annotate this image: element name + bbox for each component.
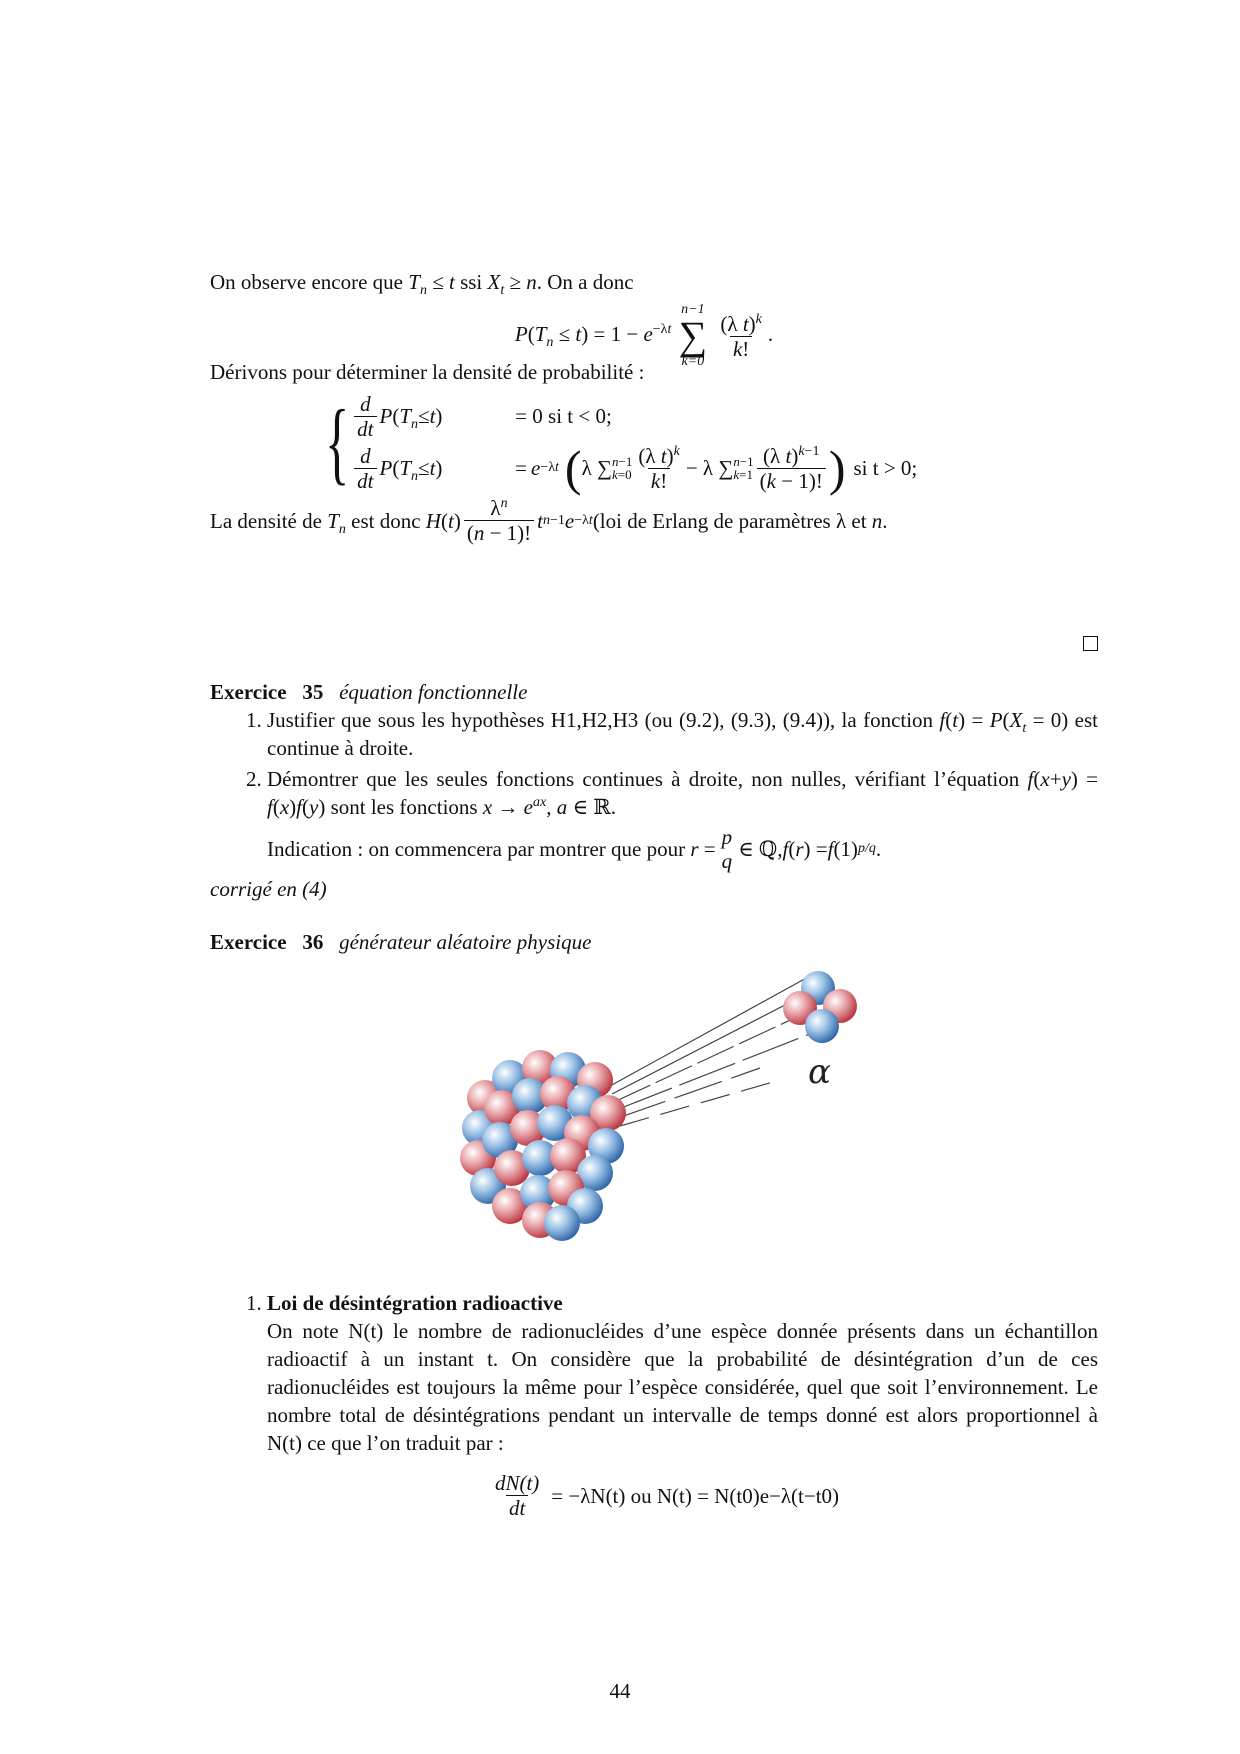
page-number: 44 bbox=[609, 1679, 631, 1703]
exercise-36-list bbox=[210, 1289, 1098, 1457]
derivative-system: { $\frac{d}{dt}$ P ( $T_n$ ≤ t ) = 0 si t < 0; $\frac{d}{dt}$ P ( $T_n$ ≤ t ) = e −λt ( λ ∑ n−1 k=0 $\frac{(\lambda t)^k}{k!}$ − λ ∑ n−1 k=1 $\frac{(\lambda t)^{k-1}}{(k - 1)!}$ ) si t > 0; bbox=[324, 391, 918, 496]
alpha-particle bbox=[783, 971, 857, 1043]
qed-box bbox=[1083, 636, 1098, 651]
left-brace: { bbox=[324, 391, 350, 493]
exercise-35 bbox=[210, 678, 1098, 903]
exercise-35-list bbox=[210, 706, 1098, 873]
alpha-label: α bbox=[808, 1052, 831, 1092]
nucleus-alpha-figure bbox=[440, 968, 860, 1258]
derive-line: Dérivons pour déterminer la densité de probabilité : bbox=[210, 360, 645, 384]
nucleus bbox=[460, 1050, 626, 1241]
exercise-35-item-2: 2. Démontrer que les seules fonctions continues à droite, non nulles, vérifiant l’équation f(x+y) = f(x)f(y) sont les fonctions $x \to e^{ax}$, a ∈ ℝ. Indication : on commencera par montrer que pour r = p q ∈ ℚ, f ( r ) = f (1) p/q . bbox=[267, 765, 1098, 873]
exercise-36-heading: Exercice 36 générateur aléatoire physique bbox=[210, 930, 592, 954]
exercise-35-heading: Exercice 35 équation fonctionnelle bbox=[210, 680, 528, 704]
item-body: On note N(t) le nombre de radionucléides d’une espèce donnée présents dans un échantillon radioactif à un instant t. On considère que la probabilité de désintégration d’un de ces radionucléides est toujours la même pour l’espèce considérée, quel que soit l’environnement. Le nombre total de désintégrations pendant un intervalle de temps donné est alors proportionnel à N(t) ce que l’on traduit par : bbox=[267, 1319, 1098, 1455]
corrige-note: corrigé en (4) bbox=[210, 877, 327, 901]
intro-line: On observe encore que $T_n \le t$ ssi $X_t \ge n$. On a donc bbox=[210, 270, 634, 299]
density-line: La densité de $T_n$ est donc H ( t ) $\frac{\lambda^n}{(n - 1)!}$ t n−1 e −λt (loi de Erlang de paramètres λ et n . bbox=[210, 496, 888, 545]
exercise-36-item-1 bbox=[267, 1289, 1098, 1457]
exercise-36-body bbox=[210, 1289, 1098, 1520]
formula-cdf: $P(T_n \le t) = 1 - e^{-\lambda t}$ n−1 ∑ k=0 $\frac{(\lambda t)^k}{k!}$ . bbox=[514, 302, 774, 369]
exercise-35-item-1: 1. Justifier que sous les hypothèses H1,H2,H3 (ou (9.2), (9.3), (9.4)), la fonction $f(t) = P(X_t = 0)$ est continue à droite. bbox=[267, 706, 1098, 762]
item-title: 1. Loi de désintégration radioactive bbox=[267, 1291, 563, 1315]
decay-equation: $\frac{dN(t)}{dt}$ = −λN(t) ou N(t) = N(t0)e−λ(t−t0) bbox=[494, 1471, 840, 1520]
intro-text: On observe encore que bbox=[210, 270, 409, 294]
